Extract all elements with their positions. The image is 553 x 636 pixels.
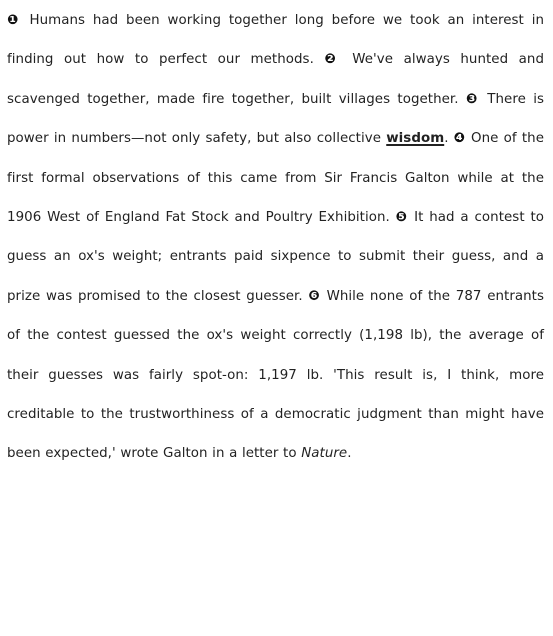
sentence-4: One of the first formal observations of this came from Sir Francis Galton while at the 1906 West of England Fat Stock and Poultry Exhibition.	[7, 131, 544, 226]
sentence-marker-4: ❹	[453, 131, 466, 147]
sentence-1: Humans had been working together long before we took an interest in finding out how to perfect our methods.	[7, 13, 545, 68]
highlighted-word: wisdom	[386, 131, 445, 147]
sentence-marker-5: ❺	[395, 210, 409, 226]
sentence-6-start: While none of the 787 entrants of the contest guessed the ox's weight correctly (1,198 lb), the average of their guesses was fairly spot-on: 1,197 lb. 'This result is, I think, more creditable to the trustworthiness of a democratic judgment than might have been expected,' wrote Galton in a letter to	[7, 288, 545, 462]
journal-title: Nature	[301, 446, 348, 462]
sentence-5: It had a contest to guess an ox's weight; entrants paid sixpence to submit their guess, and a prize was promised to the closest guesser.	[7, 210, 544, 304]
sentence-2: We've always hunted and scavenged together, made fire together, built villages together.	[7, 52, 545, 107]
sentence-6-end: .	[347, 446, 352, 462]
sentence-marker-1: ❶	[7, 13, 22, 28]
sentence-marker-3: ❸	[465, 91, 480, 107]
sentence-3-start: There is power in numbers—not only safety, but also collective	[7, 91, 544, 147]
sentence-3-end: .	[444, 131, 454, 147]
sentence-marker-2: ❷	[324, 52, 342, 68]
sentence-marker-6: ❻	[308, 288, 321, 304]
